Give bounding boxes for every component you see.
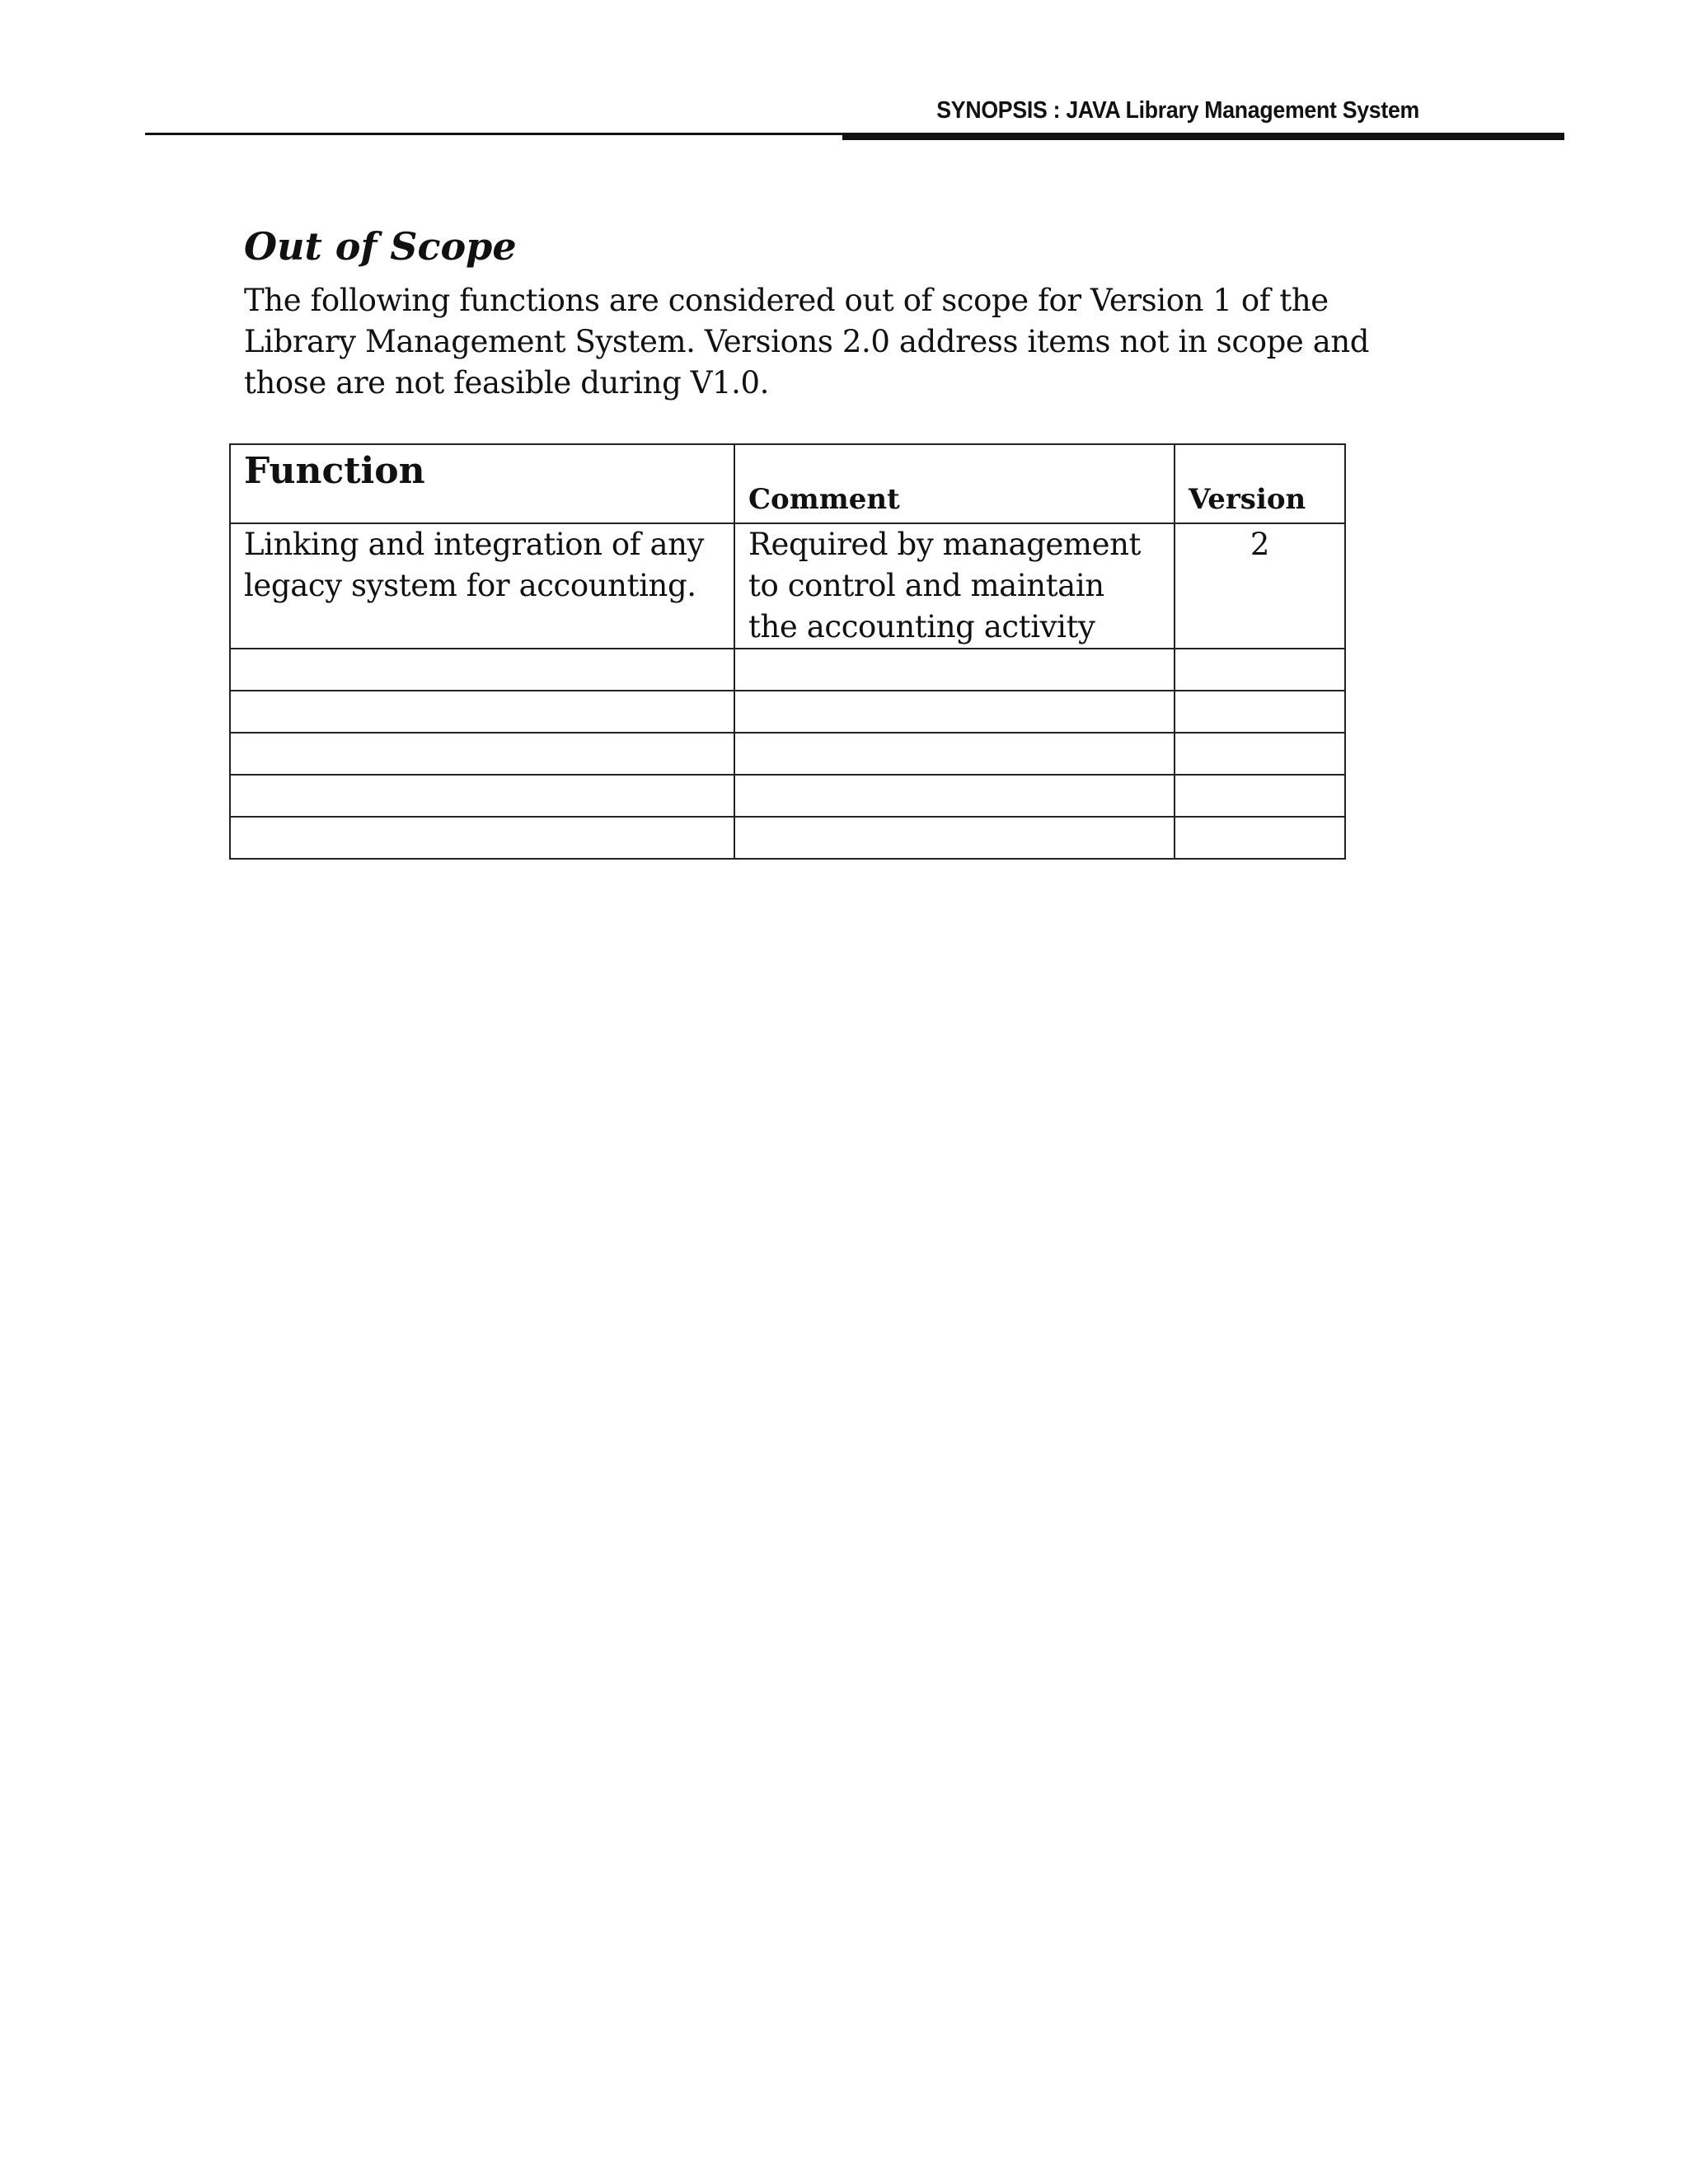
- header-function: Function: [230, 444, 734, 523]
- header-rule-thin: [145, 133, 846, 135]
- empty-cell: [1175, 733, 1345, 775]
- table-row: [230, 523, 1345, 649]
- section-title: Out of Scope: [244, 224, 517, 269]
- empty-cell: [734, 691, 1175, 733]
- out-of-scope-table: [229, 443, 1346, 860]
- header-comment: Comment: [734, 444, 1175, 523]
- empty-cell: [1175, 649, 1345, 691]
- intro-paragraph: The following functions are considered out of scope for Version 1 of the Library Management System. Versions 2.0 address items not in scope and those are not feasible during V1.0.: [244, 283, 1370, 401]
- empty-cell: [734, 775, 1175, 817]
- empty-cell: [230, 649, 734, 691]
- header-rule-thick: [842, 133, 1564, 140]
- header-version: Version: [1175, 444, 1345, 523]
- cell-function: Linking and integration of any legacy system for accounting.: [230, 523, 734, 649]
- empty-cell: [1175, 775, 1345, 817]
- empty-cell: [1175, 691, 1345, 733]
- empty-table-row: [230, 733, 1345, 775]
- empty-cell: [230, 691, 734, 733]
- empty-cell: [230, 775, 734, 817]
- empty-cell: [230, 733, 734, 775]
- empty-cell: [230, 817, 734, 859]
- empty-table-row: [230, 649, 1345, 691]
- empty-cell: [734, 733, 1175, 775]
- running-header: SYNOPSIS : JAVA Library Management System: [936, 97, 1419, 124]
- cell-version: 2: [1175, 523, 1345, 649]
- empty-table-row: [230, 775, 1345, 817]
- cell-comment: Required by management to control and maintain the accounting activity: [734, 523, 1175, 649]
- empty-cell: [734, 649, 1175, 691]
- empty-table-row: [230, 691, 1345, 733]
- empty-cell: [1175, 817, 1345, 859]
- empty-table-row: [230, 817, 1345, 859]
- empty-cell: [734, 817, 1175, 859]
- table-header-row: [230, 444, 1345, 523]
